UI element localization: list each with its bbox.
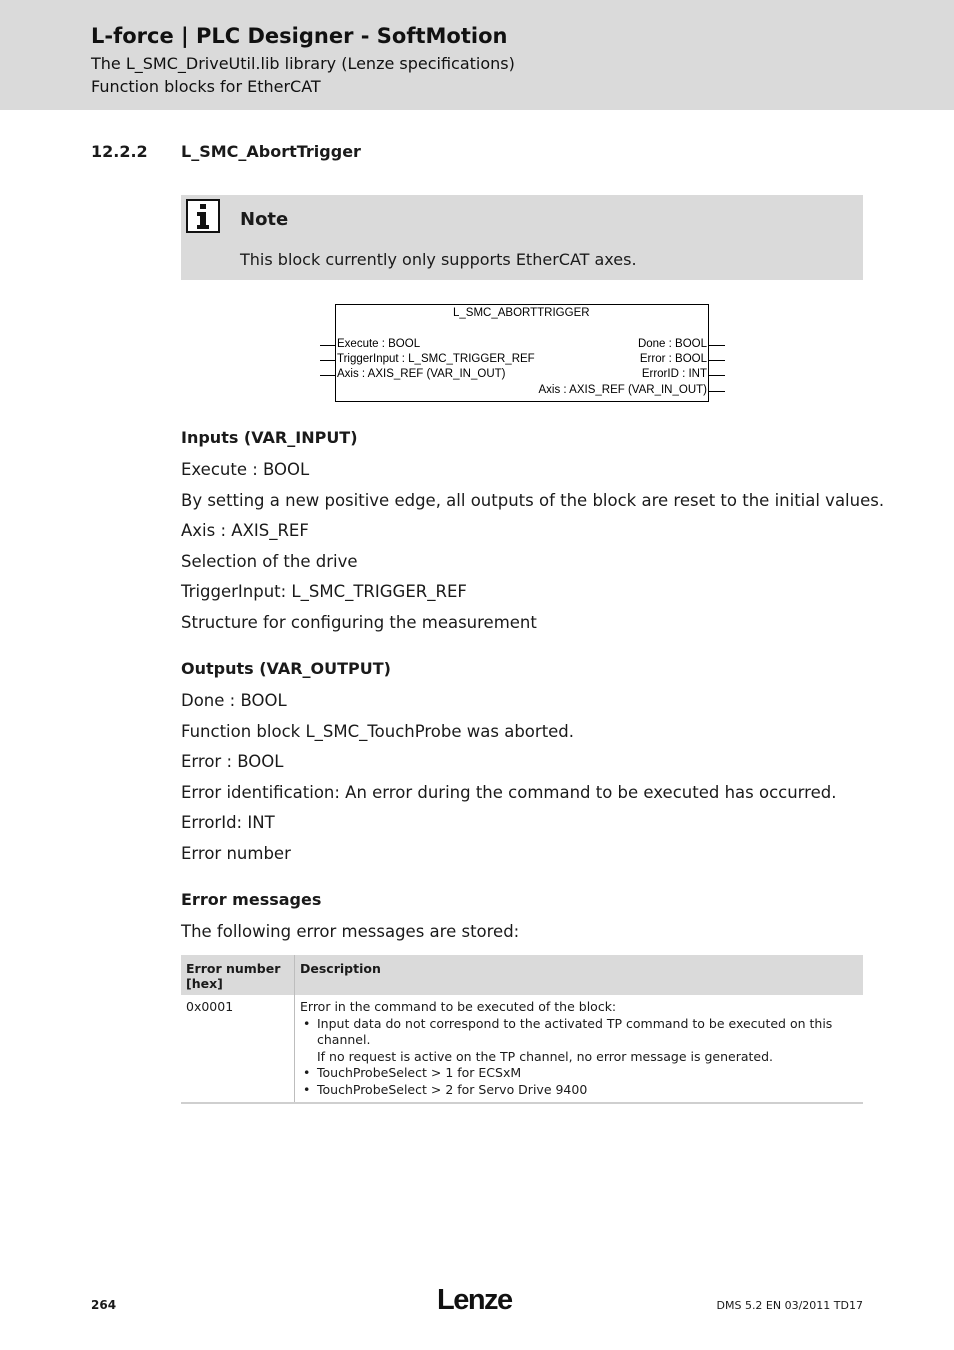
input-execute: Execute : BOOL xyxy=(337,338,421,350)
input-execute-type: Execute : BOOL xyxy=(181,460,310,479)
error-cause-text: TouchProbeSelect > 2 for Servo Drive 9400 xyxy=(317,1081,588,1097)
output-pin xyxy=(709,345,725,346)
info-icon xyxy=(186,199,220,233)
note-box xyxy=(181,195,863,280)
table-header-row xyxy=(181,955,863,995)
output-pin xyxy=(709,360,725,361)
error-description: Error in the command to be executed of the block: xyxy=(300,999,617,1014)
output-errorid-desc: Error number xyxy=(181,844,291,863)
output-errorid: ErrorID : INT xyxy=(641,368,707,380)
error-cause-text: Input data do not correspond to the activated TP command to be executed on this channel. xyxy=(317,1015,833,1047)
errors-heading: Error messages xyxy=(181,890,322,909)
function-block-name: L_SMC_ABORTTRIGGER xyxy=(453,307,590,319)
output-pin xyxy=(709,375,725,376)
document-title: L-force | PLC Designer - SoftMotion xyxy=(91,24,508,48)
input-axis: Axis : AXIS_REF (VAR_IN_OUT) xyxy=(337,368,506,380)
output-pin xyxy=(709,391,725,392)
output-error-desc: Error identification: An error during the command to be executed has occurred. xyxy=(181,783,837,802)
section-title: L_SMC_AbortTrigger xyxy=(181,142,361,161)
error-cause-list xyxy=(300,1016,858,1099)
column-header-error-number-line2: [hex] xyxy=(186,976,223,991)
output-error: Error : BOOL xyxy=(639,353,707,365)
error-description-cell xyxy=(295,995,864,1103)
input-axis-desc: Selection of the drive xyxy=(181,552,358,571)
page-number: 264 xyxy=(91,1298,117,1312)
input-pin xyxy=(320,345,335,346)
document-subtitle-library: The L_SMC_DriveUtil.lib library (Lenze specifications) xyxy=(91,54,515,73)
errors-intro: The following error messages are stored: xyxy=(181,922,520,941)
output-done-desc: Function block L_SMC_TouchProbe was aborted. xyxy=(181,722,575,741)
lenze-logo: Lenze xyxy=(437,1284,512,1316)
document-id: DMS 5.2 EN 03/2011 TD17 xyxy=(716,1299,863,1312)
page-header xyxy=(0,0,954,110)
inputs-heading: Inputs (VAR_INPUT) xyxy=(181,428,358,447)
output-errorid-type: ErrorId: INT xyxy=(181,813,275,832)
list-item xyxy=(317,1082,858,1099)
output-error-type: Error : BOOL xyxy=(181,752,284,771)
document-subtitle-chapter: Function blocks for EtherCAT xyxy=(91,77,321,96)
input-pin xyxy=(320,360,335,361)
note-text: This block currently only supports EtherCAT axes. xyxy=(240,250,637,269)
list-item xyxy=(317,1065,858,1082)
input-triggerinput: TriggerInput : L_SMC_TRIGGER_REF xyxy=(337,353,535,365)
function-block-diagram xyxy=(320,303,725,403)
input-trigger-desc: Structure for configuring the measurement xyxy=(181,613,537,632)
input-execute-desc: By setting a new positive edge, all outputs of the block are reset to the initial values. xyxy=(181,491,885,510)
input-pin xyxy=(320,375,335,376)
list-item xyxy=(317,1016,858,1066)
outputs-heading: Outputs (VAR_OUTPUT) xyxy=(181,659,391,678)
column-header-error-number-line1: Error number xyxy=(186,961,281,976)
output-done: Done : BOOL xyxy=(637,338,707,350)
error-code: 0x0001 xyxy=(181,995,295,1103)
section-number: 12.2.2 xyxy=(91,142,148,161)
note-title: Note xyxy=(240,209,289,230)
column-header-error-number xyxy=(181,955,295,995)
column-header-description: Description xyxy=(295,955,864,995)
output-done-type: Done : BOOL xyxy=(181,691,287,710)
error-cause-text: TouchProbeSelect > 1 for ECSxM xyxy=(317,1065,522,1080)
output-axis: Axis : AXIS_REF (VAR_IN_OUT) xyxy=(538,384,707,396)
input-axis-type: Axis : AXIS_REF xyxy=(181,521,309,540)
input-trigger-type: TriggerInput: L_SMC_TRIGGER_REF xyxy=(181,582,467,601)
error-cause-text-continued: If no request is active on the TP channel, no error message is generated. xyxy=(317,1048,774,1064)
table-row xyxy=(181,995,863,1103)
error-table xyxy=(181,955,863,1104)
